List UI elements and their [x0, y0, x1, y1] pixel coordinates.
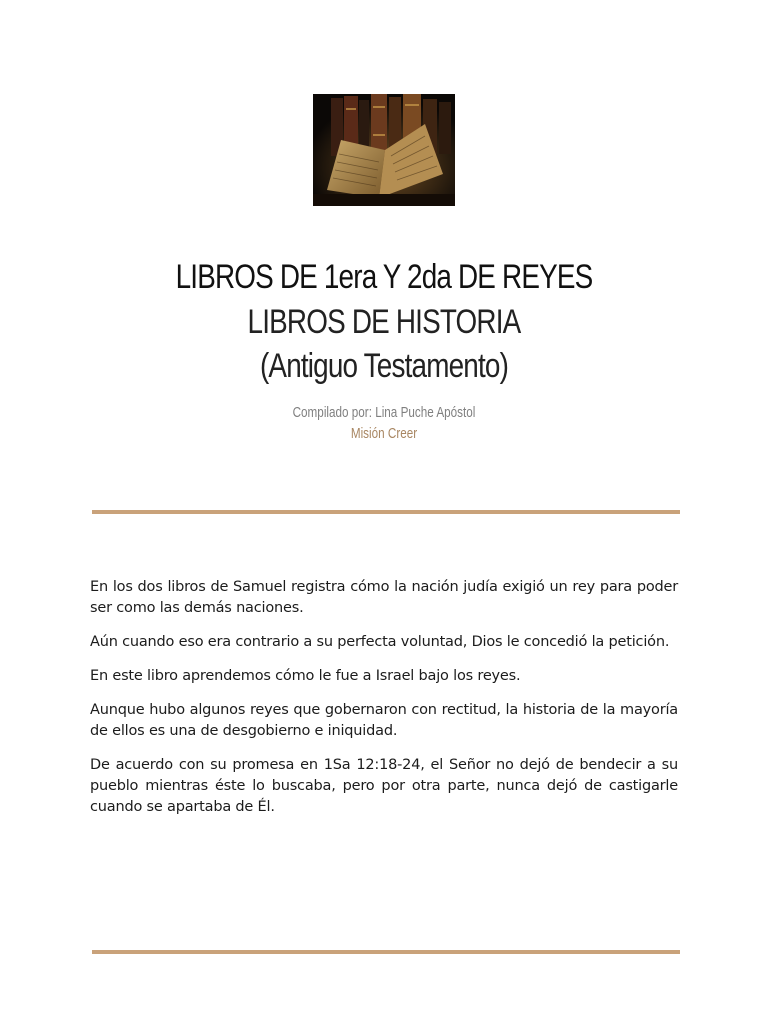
compiler-credit: Compilado por: Lina Puche Apóstol — [292, 404, 476, 421]
paragraph: Aún cuando eso era contrario a su perfecta voluntad, Dios le concedió la petición. — [90, 634, 670, 650]
credits — [0, 402, 768, 444]
cover-image — [313, 94, 455, 206]
paragraph: En los dos libros de Samuel registra cómo la nación judía exigió un rey para poder ser como las demás naciones. — [90, 579, 678, 616]
body-text — [90, 577, 678, 831]
paragraph: En este libro aprendemos cómo le fue a Israel bajo los reyes. — [90, 668, 521, 684]
document-subtitle: LIBROS DE HISTORIA — [247, 303, 521, 341]
organization-name: Misión Creer — [350, 425, 418, 442]
paragraph: De acuerdo con su promesa en 1Sa 12:18-24, el Señor no dejó de bendecir a su pueblo mientras éste lo buscaba, pero por otra parte, nunca dejó de castigarle cuando se apartaba de Él. — [90, 757, 678, 815]
document-section: (Antiguo Testamento) — [259, 347, 509, 385]
paragraph: Aunque hubo algunos reyes que gobernaron con rectitud, la historia de la mayoría de ellos es una de desgobierno e iniquidad. — [90, 702, 678, 739]
title-block — [0, 254, 768, 388]
divider-top — [92, 510, 680, 514]
document-title: LIBROS DE 1era Y 2da DE REYES — [175, 258, 593, 296]
old-books-image — [313, 94, 455, 206]
divider-bottom — [92, 950, 680, 954]
